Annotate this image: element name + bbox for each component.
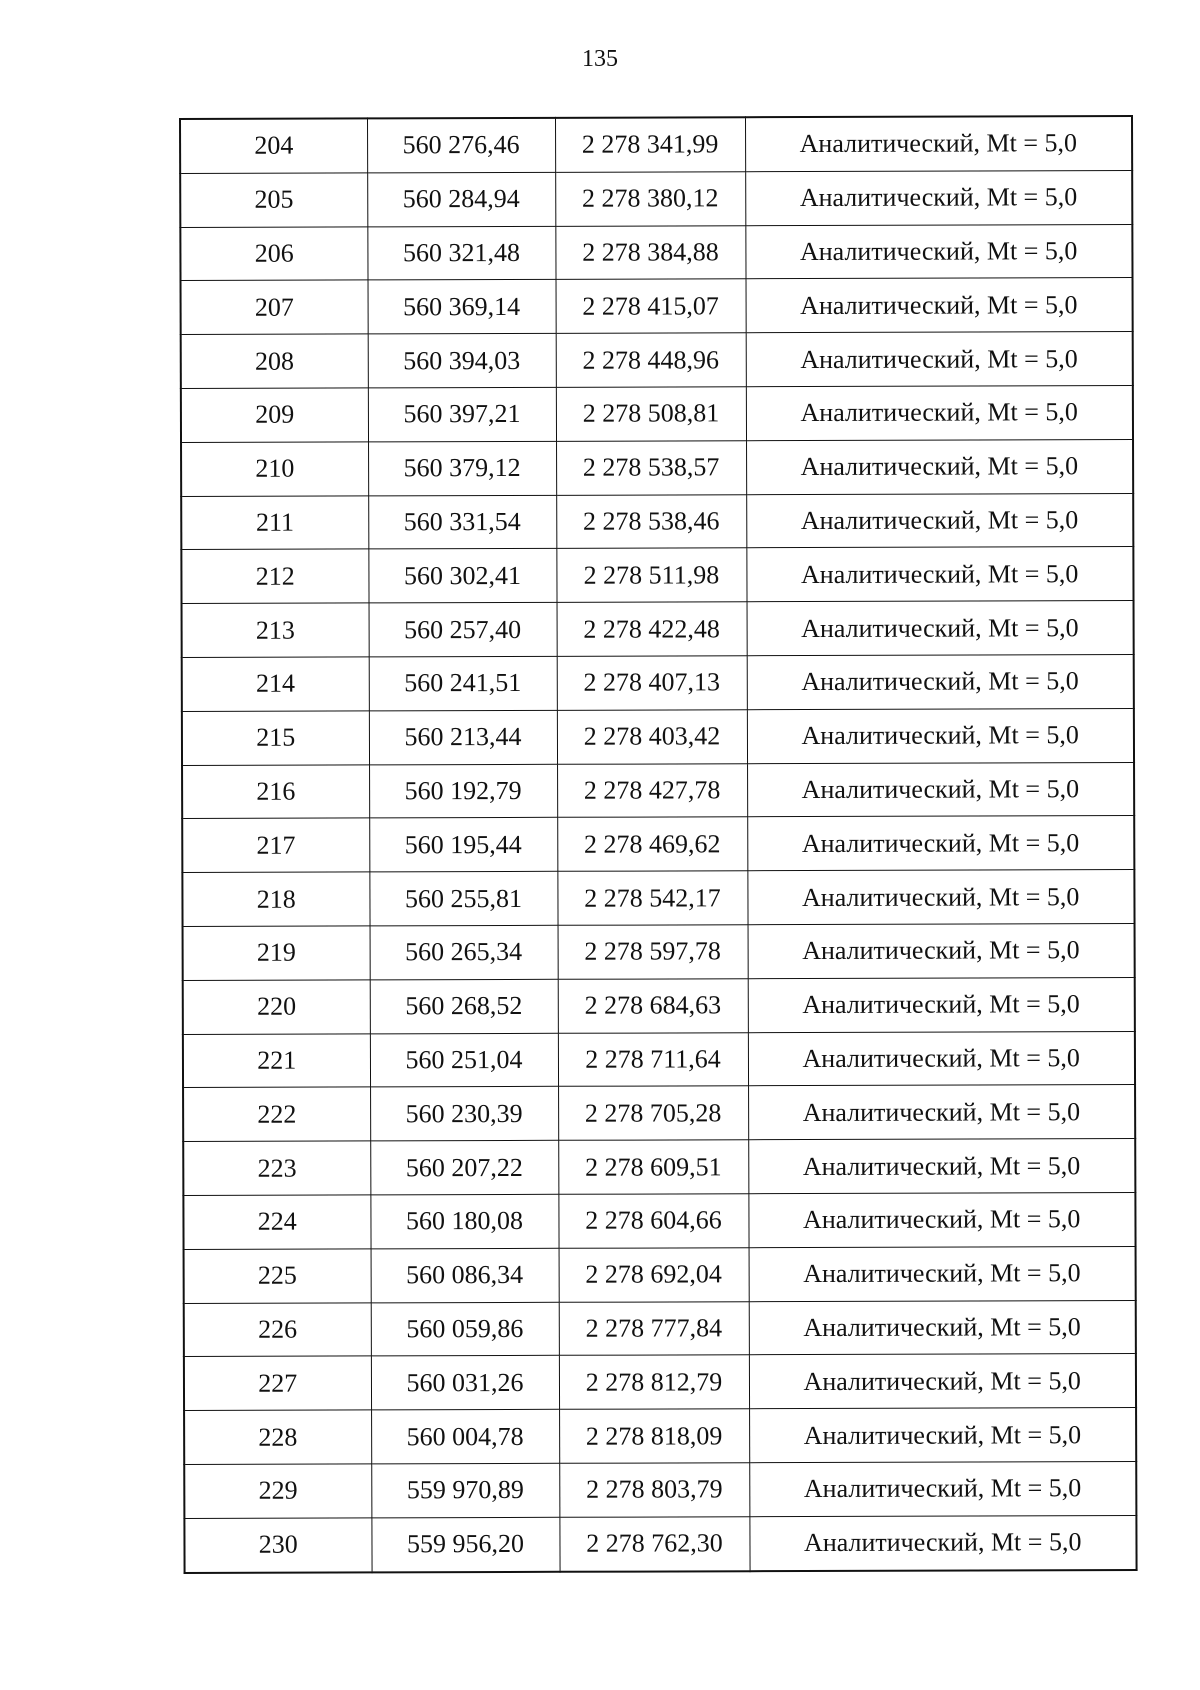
method-cell: Аналитический, Mt = 5,0 [749, 1461, 1136, 1516]
table-row [182, 870, 1134, 927]
y-coordinate-cell: 2 278 384,88 [555, 225, 745, 279]
method-cell: Аналитический, Mt = 5,0 [746, 278, 1133, 333]
table-row [181, 493, 1133, 550]
method-cell: Аналитический, Mt = 5,0 [746, 547, 1133, 602]
y-coordinate-cell: 2 278 538,57 [556, 441, 746, 495]
table-row [181, 332, 1133, 389]
y-coordinate-cell: 2 278 403,42 [557, 709, 747, 763]
y-coordinate-cell: 2 278 762,30 [559, 1516, 749, 1571]
table-row [183, 1085, 1135, 1142]
x-coordinate-cell: 560 251,04 [370, 1033, 558, 1087]
point-number-cell: 210 [181, 442, 368, 496]
method-cell: Аналитический, Mt = 5,0 [748, 977, 1135, 1032]
method-cell: Аналитический, Mt = 5,0 [748, 1192, 1135, 1247]
table-row [182, 654, 1134, 711]
table-row [183, 1192, 1135, 1249]
y-coordinate-cell: 2 278 380,12 [555, 172, 745, 226]
y-coordinate-cell: 2 278 407,13 [557, 656, 747, 710]
table-row [183, 1031, 1135, 1088]
method-cell: Аналитический, Mt = 5,0 [747, 708, 1134, 763]
table-row [184, 1461, 1136, 1518]
point-number-cell: 223 [183, 1141, 370, 1195]
method-cell: Аналитический, Mt = 5,0 [748, 1139, 1135, 1194]
table-row [180, 116, 1132, 173]
table-row [184, 1300, 1136, 1357]
x-coordinate-cell: 560 265,34 [370, 925, 558, 979]
point-number-cell: 205 [180, 173, 367, 227]
table-row [184, 1246, 1136, 1303]
method-cell: Аналитический, Mt = 5,0 [749, 1408, 1136, 1463]
method-cell: Аналитический, Mt = 5,0 [748, 1085, 1135, 1140]
x-coordinate-cell: 560 331,54 [368, 495, 556, 549]
point-number-cell: 222 [183, 1087, 370, 1141]
point-number-cell: 208 [181, 334, 368, 388]
x-coordinate-cell: 560 004,78 [371, 1409, 559, 1463]
table-row [182, 762, 1134, 819]
table-row [182, 816, 1134, 873]
y-coordinate-cell: 2 278 597,78 [558, 925, 748, 979]
table-row [182, 601, 1134, 658]
table-row [184, 1354, 1136, 1411]
y-coordinate-cell: 2 278 422,48 [557, 602, 747, 656]
method-cell: Аналитический, Mt = 5,0 [747, 762, 1134, 817]
point-number-cell: 228 [184, 1410, 371, 1464]
method-cell: Аналитический, Mt = 5,0 [745, 224, 1132, 279]
point-number-cell: 214 [182, 657, 369, 711]
point-number-cell: 225 [184, 1249, 371, 1303]
coordinates-table-body [180, 116, 1137, 1572]
table-row [184, 1515, 1136, 1572]
method-cell: Аналитический, Mt = 5,0 [749, 1515, 1136, 1571]
method-cell: Аналитический, Mt = 5,0 [746, 493, 1133, 548]
table-row [181, 439, 1133, 496]
x-coordinate-cell: 560 031,26 [371, 1356, 559, 1410]
x-coordinate-cell: 560 180,08 [370, 1194, 558, 1248]
point-number-cell: 212 [181, 549, 368, 603]
point-number-cell: 217 [182, 818, 369, 872]
x-coordinate-cell: 560 086,34 [371, 1248, 559, 1302]
point-number-cell: 211 [181, 495, 368, 549]
y-coordinate-cell: 2 278 803,79 [559, 1463, 749, 1517]
method-cell: Аналитический, Mt = 5,0 [745, 170, 1132, 225]
x-coordinate-cell: 560 397,21 [368, 387, 556, 441]
x-coordinate-cell: 560 379,12 [368, 441, 556, 495]
point-number-cell: 220 [183, 980, 370, 1034]
y-coordinate-cell: 2 278 705,28 [558, 1086, 748, 1140]
x-coordinate-cell: 560 284,94 [367, 172, 555, 226]
table-row [183, 977, 1135, 1034]
y-coordinate-cell: 2 278 427,78 [557, 763, 747, 817]
x-coordinate-cell: 560 302,41 [368, 549, 556, 603]
y-coordinate-cell: 2 278 812,79 [559, 1355, 749, 1409]
point-number-cell: 229 [184, 1464, 371, 1518]
y-coordinate-cell: 2 278 609,51 [558, 1140, 748, 1194]
x-coordinate-cell: 560 369,14 [368, 280, 556, 334]
x-coordinate-cell: 560 241,51 [369, 656, 557, 710]
method-cell: Аналитический, Mt = 5,0 [748, 1031, 1135, 1086]
method-cell: Аналитический, Mt = 5,0 [747, 870, 1134, 925]
table-row [181, 278, 1133, 335]
point-number-cell: 209 [181, 388, 368, 442]
x-coordinate-cell: 560 394,03 [368, 334, 556, 388]
x-coordinate-cell: 559 970,89 [371, 1463, 559, 1517]
table-row [184, 1408, 1136, 1465]
y-coordinate-cell: 2 278 777,84 [559, 1301, 749, 1355]
table-row [183, 923, 1135, 980]
point-number-cell: 230 [184, 1518, 371, 1573]
method-cell: Аналитический, Mt = 5,0 [749, 1300, 1136, 1355]
x-coordinate-cell: 559 956,20 [371, 1517, 559, 1572]
x-coordinate-cell: 560 195,44 [369, 818, 557, 872]
x-coordinate-cell: 560 059,86 [371, 1302, 559, 1356]
point-number-cell: 204 [180, 118, 367, 173]
method-cell: Аналитический, Mt = 5,0 [745, 116, 1132, 172]
y-coordinate-cell: 2 278 341,99 [555, 117, 745, 172]
x-coordinate-cell: 560 257,40 [369, 602, 557, 656]
method-cell: Аналитический, Mt = 5,0 [748, 923, 1135, 978]
point-number-cell: 216 [182, 764, 369, 818]
x-coordinate-cell: 560 207,22 [370, 1140, 558, 1194]
method-cell: Аналитический, Mt = 5,0 [749, 1246, 1136, 1301]
method-cell: Аналитический, Mt = 5,0 [746, 439, 1133, 494]
x-coordinate-cell: 560 268,52 [370, 979, 558, 1033]
y-coordinate-cell: 2 278 469,62 [557, 817, 747, 871]
method-cell: Аналитический, Mt = 5,0 [746, 385, 1133, 440]
x-coordinate-cell: 560 192,79 [369, 764, 557, 818]
method-cell: Аналитический, Mt = 5,0 [747, 816, 1134, 871]
x-coordinate-cell: 560 230,39 [370, 1087, 558, 1141]
y-coordinate-cell: 2 278 448,96 [556, 333, 746, 387]
point-number-cell: 221 [183, 1033, 370, 1087]
y-coordinate-cell: 2 278 818,09 [559, 1409, 749, 1463]
method-cell: Аналитический, Mt = 5,0 [749, 1354, 1136, 1409]
point-number-cell: 206 [180, 227, 367, 281]
table-row [183, 1139, 1135, 1196]
y-coordinate-cell: 2 278 538,46 [556, 494, 746, 548]
page-number: 135 [582, 46, 618, 72]
y-coordinate-cell: 2 278 604,66 [558, 1194, 748, 1248]
x-coordinate-cell: 560 276,46 [367, 118, 555, 173]
coordinates-table [179, 115, 1138, 1574]
y-coordinate-cell: 2 278 542,17 [557, 871, 747, 925]
point-number-cell: 207 [181, 280, 368, 334]
point-number-cell: 215 [182, 711, 369, 765]
method-cell: Аналитический, Mt = 5,0 [747, 601, 1134, 656]
table-row [181, 385, 1133, 442]
x-coordinate-cell: 560 255,81 [369, 871, 557, 925]
y-coordinate-cell: 2 278 711,64 [558, 1032, 748, 1086]
table-row [181, 547, 1133, 604]
point-number-cell: 226 [184, 1302, 371, 1356]
point-number-cell: 224 [183, 1195, 370, 1249]
x-coordinate-cell: 560 321,48 [367, 226, 555, 280]
table-row [182, 708, 1134, 765]
y-coordinate-cell: 2 278 684,63 [558, 978, 748, 1032]
x-coordinate-cell: 560 213,44 [369, 710, 557, 764]
y-coordinate-cell: 2 278 508,81 [556, 387, 746, 441]
y-coordinate-cell: 2 278 511,98 [556, 548, 746, 602]
table-row [180, 170, 1132, 227]
point-number-cell: 213 [182, 603, 369, 657]
point-number-cell: 219 [183, 926, 370, 980]
y-coordinate-cell: 2 278 692,04 [559, 1247, 749, 1301]
table-row [180, 224, 1132, 281]
point-number-cell: 227 [184, 1356, 371, 1410]
point-number-cell: 218 [182, 872, 369, 926]
method-cell: Аналитический, Mt = 5,0 [747, 654, 1134, 709]
method-cell: Аналитический, Mt = 5,0 [746, 332, 1133, 387]
y-coordinate-cell: 2 278 415,07 [556, 279, 746, 333]
